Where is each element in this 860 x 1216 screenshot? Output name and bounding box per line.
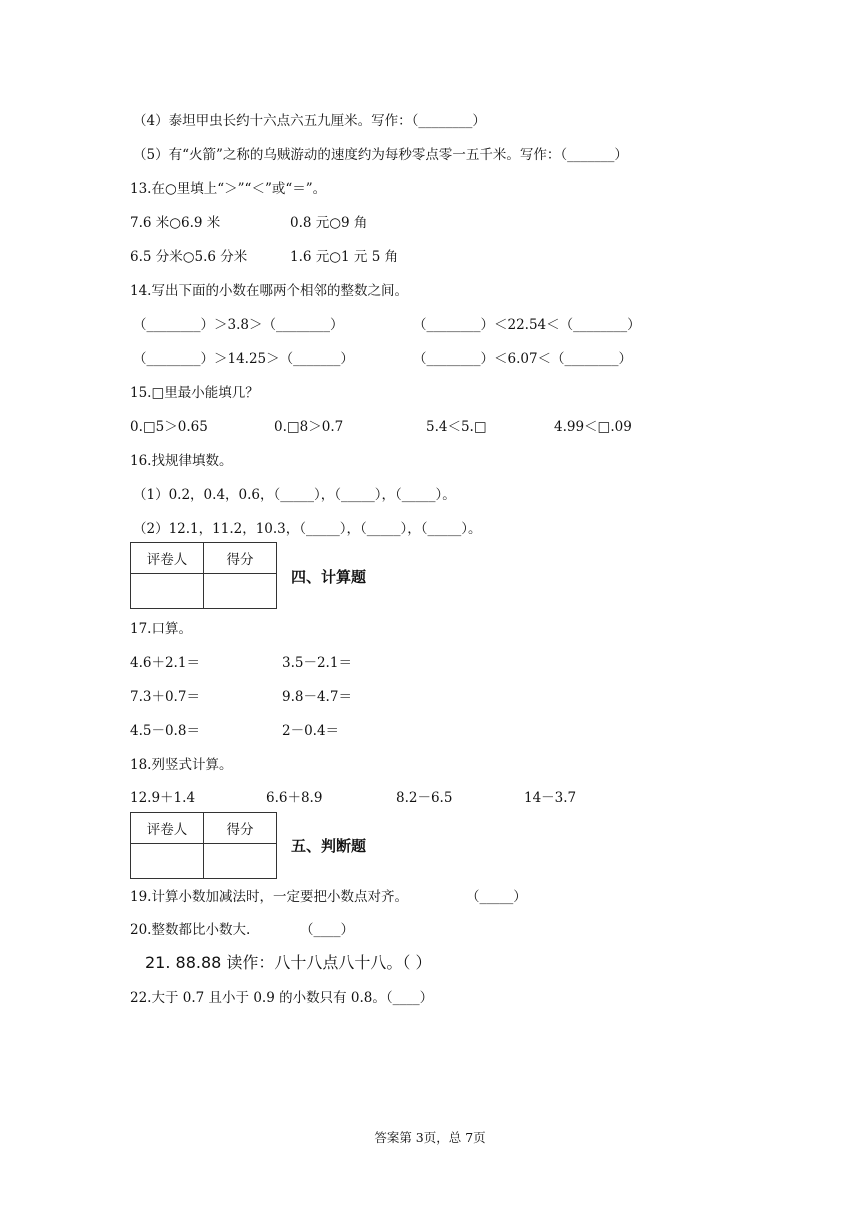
line-q12-5: （5）有“火箭”之称的乌贼游动的速度约为每秒零点零一五千米。写作：（_______） [133,147,628,163]
q14-item-a1: （________）＞3.8＞（________） [133,317,344,333]
q17-item-a1: 4.6＋2.1＝ [130,655,200,671]
score-header: 得分 [204,813,277,844]
q18-item-c: 8.2－6.5 [396,790,453,806]
question-22: 22.大于 0.7 且小于 0.9 的小数只有 0.8。（____） [130,990,434,1006]
question-15: 15.□里最小能填几？ [130,385,259,401]
question-14: 14.写出下面的小数在哪两个相邻的整数之间。 [130,283,408,299]
q13-item-a1: 7.6 米○6.9 米 [130,215,221,231]
reviewer-cell [131,844,204,879]
reviewer-header: 评卷人 [131,813,204,844]
score-cell [204,574,277,609]
q18-item-b: 6.6＋8.9 [266,790,323,806]
question-21: 21. 88.88 读作：八十八点八十八。（ ） [145,953,432,972]
q17-item-c1: 4.5－0.8＝ [130,723,200,739]
q20-answer-blank: （____） [300,922,354,938]
question-20: 20.整数都比小数大. [130,922,251,938]
question-19: 19.计算小数加减法时，一定要把小数点对齐。 [130,889,408,905]
question-18: 18.列竖式计算。 [130,757,233,773]
q13-item-b1: 6.5 分米○5.6 分米 [130,249,248,265]
q15-item-b: 0.□8＞0.7 [274,419,344,435]
reviewer-header: 评卷人 [131,543,204,574]
question-13: 13.在○里填上“＞”“＜”或“＝”。 [130,181,327,197]
q13-item-b2: 1.6 元○1 元 5 角 [290,249,399,265]
q13-item-a2: 0.8 元○9 角 [290,215,368,231]
score-cell [204,844,277,879]
q19-answer-blank: （_____） [466,889,527,905]
q16-item-1: （1）0.2，0.4，0.6，（_____），（_____），（_____）。 [133,487,456,503]
q18-item-a: 12.9＋1.4 [130,790,196,806]
q16-item-2: （2）12.1，11.2，10.3，（_____），（_____），（_____）。 [133,521,482,537]
q15-item-d: 4.99＜□.09 [554,419,632,435]
q17-item-b2: 9.8－4.7＝ [282,689,352,705]
question-17: 17.口算。 [130,621,192,637]
score-header: 得分 [204,543,277,574]
reviewer-cell [131,574,204,609]
page-footer: 答案第 3页，总 7页 [374,1130,486,1145]
question-16: 16.找规律填数。 [130,453,233,469]
q15-item-c: 5.4＜5.□ [426,419,487,435]
q17-item-c2: 2－0.4＝ [282,723,340,739]
q15-item-a: 0.□5＞0.65 [130,419,208,435]
q14-item-b1: （________）＞14.25＞（_______） [133,351,354,367]
q17-item-b1: 7.3＋0.7＝ [130,689,200,705]
q14-item-a2: （________）＜22.54＜（________） [413,317,641,333]
q14-item-b2: （________）＜6.07＜（________） [413,351,633,367]
line-q12-4: （4）泰坦甲虫长约十六点六五九厘米。写作：（________） [133,113,486,129]
section-4-title: 四、计算题 [291,568,367,586]
score-table-2 [130,812,277,879]
q18-item-d: 14－3.7 [524,790,577,806]
score-table [130,542,277,609]
section-5-title: 五、判断题 [291,837,367,855]
q17-item-a2: 3.5－2.1＝ [282,655,352,671]
